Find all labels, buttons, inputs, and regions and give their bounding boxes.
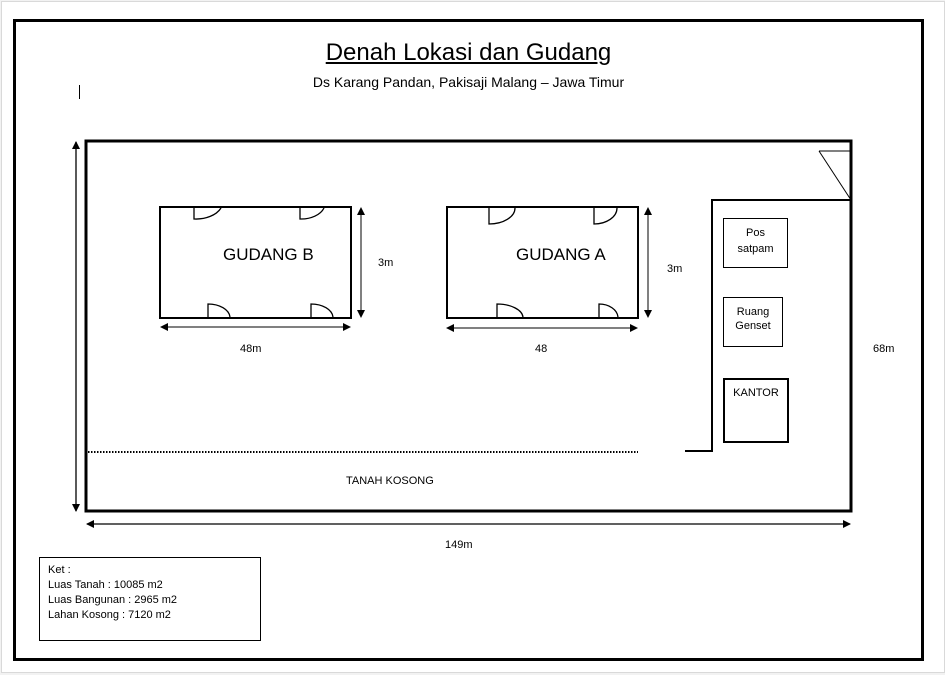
gudang-a-width-label: 48 — [535, 343, 548, 355]
legend-item-lahan-kosong: Lahan Kosong : 7120 m2 — [48, 609, 171, 621]
gudang-a-door — [599, 304, 618, 317]
pos-satpam-label-line1: Pos — [746, 227, 765, 239]
ruang-genset-label-line2: Genset — [735, 320, 771, 332]
gudang-b-door — [300, 208, 324, 219]
kantor-label: KANTOR — [733, 387, 779, 399]
ruang-genset-label-line1: Ruang — [736, 306, 770, 318]
gudang-a-label: GUDANG A — [516, 245, 606, 264]
legend-box — [39, 557, 261, 641]
site-length-label: 149m — [445, 539, 473, 551]
gudang-a-door — [497, 304, 523, 317]
tanah-kosong-label: TANAH KOSONG — [346, 475, 434, 487]
pos-satpam-label-line2: satpam — [737, 243, 774, 255]
map-subtitle: Ds Karang Pandan, Pakisaji Malang – Jawa Timur — [312, 74, 625, 90]
ruang-genset-room — [723, 297, 783, 347]
legend-heading: Ket : — [48, 564, 71, 576]
gate-swing — [819, 151, 851, 200]
gudang-a-door — [594, 208, 617, 224]
gudang-b-label: GUDANG B — [223, 245, 314, 264]
gudang-b-door — [208, 304, 230, 317]
gudang-b-door — [194, 208, 221, 219]
site-width-label: 68m — [873, 343, 895, 355]
legend-item-luas-bangunan: Luas Bangunan : 2965 m2 — [48, 594, 178, 606]
gudang-b-width-label: 48m — [240, 343, 262, 355]
map-title: Denah Lokasi dan Gudang — [325, 39, 612, 66]
gudang-b-door — [311, 304, 333, 317]
kantor-room — [723, 378, 789, 443]
gudang-a-height-label: 3m — [667, 263, 683, 275]
gudang-b-height-label: 3m — [378, 257, 394, 269]
gudang-a-door — [489, 208, 515, 224]
pos-satpam-room — [723, 218, 788, 268]
legend-item-luas-tanah: Luas Tanah : 10085 m2 — [48, 579, 163, 591]
